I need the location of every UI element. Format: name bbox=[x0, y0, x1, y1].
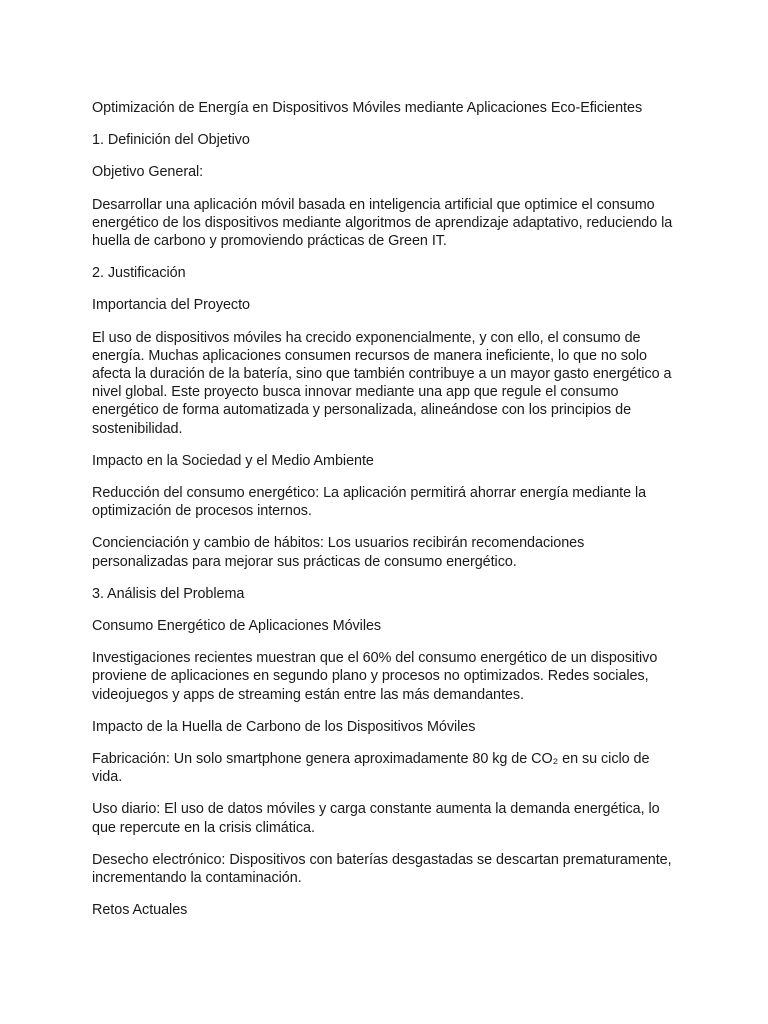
consumption-paragraph: Investigaciones recientes muestran que el 60% del consumo energético de un dispositivo proviene de aplicaciones en segundo plano y procesos no optimizados. Redes sociales, videojuegos y apps de streaming están entre las más demandantes. bbox=[92, 650, 658, 703]
footprint-item-e-waste: Desecho electrónico: Dispositivos con baterías desgastadas se descartan prematuramente, incrementando la contaminación. bbox=[92, 851, 672, 887]
importance-heading: Importancia del Proyecto bbox=[92, 297, 250, 314]
objective-paragraph: Desarrollar una aplicación móvil basada en inteligencia artificial que optimice el consumo energético de los dispositivos mediante algoritmos de aprendizaje adaptativo, reduciendo la huella de carbono y promoviendo prácticas de Green IT. bbox=[92, 196, 673, 250]
objective-label: Objetivo General: bbox=[92, 164, 204, 181]
section-3-heading: 3. Análisis del Problema bbox=[92, 585, 245, 602]
consumption-heading: Consumo Energético de Aplicaciones Móviles bbox=[92, 618, 382, 635]
footprint-item-daily-use: Uso diario: El uso de datos móviles y carga constante aumenta la demanda energética, lo que repercute en la crisis climática. bbox=[92, 801, 660, 836]
document-title: Optimización de Energía en Dispositivos Móviles mediante Aplicaciones Eco-Eficientes bbox=[92, 100, 643, 116]
importance-paragraph: El uso de dispositivos móviles ha crecido exponencialmente, y con ello, el consumo de energía. Muchas aplicaciones consumen recursos de manera ineficiente, lo que no solo afecta la duración de la batería, sino que también contribuye a un mayor gasto energético a nivel global. Este proyecto busca innovar mediante una app que regule el consumo energético de forma automatizada y personalizada, alineándose con los principios de sostenibilidad. bbox=[92, 329, 672, 437]
impact-item-energy: Reducción del consumo energético: La aplicación permitirá ahorrar energía mediante la optimización de procesos internos. bbox=[92, 485, 647, 520]
impact-item-awareness: Concienciación y cambio de hábitos: Los usuarios recibirán recomendaciones personalizadas para mejorar sus prácticas de consumo energético. bbox=[92, 535, 585, 570]
document-page bbox=[92, 99, 682, 934]
impact-heading: Impacto en la Sociedad y el Medio Ambiente bbox=[92, 452, 374, 469]
section-1-heading: 1. Definición del Objetivo bbox=[92, 132, 250, 149]
footprint-item-manufacturing: Fabricación: Un solo smartphone genera aproximadamente 80 kg de CO₂ en su ciclo de vida. bbox=[92, 751, 650, 786]
challenges-heading: Retos Actuales bbox=[92, 902, 188, 919]
footprint-heading: Impacto de la Huella de Carbono de los Dispositivos Móviles bbox=[92, 718, 476, 735]
section-2-heading: 2. Justificación bbox=[92, 265, 186, 282]
